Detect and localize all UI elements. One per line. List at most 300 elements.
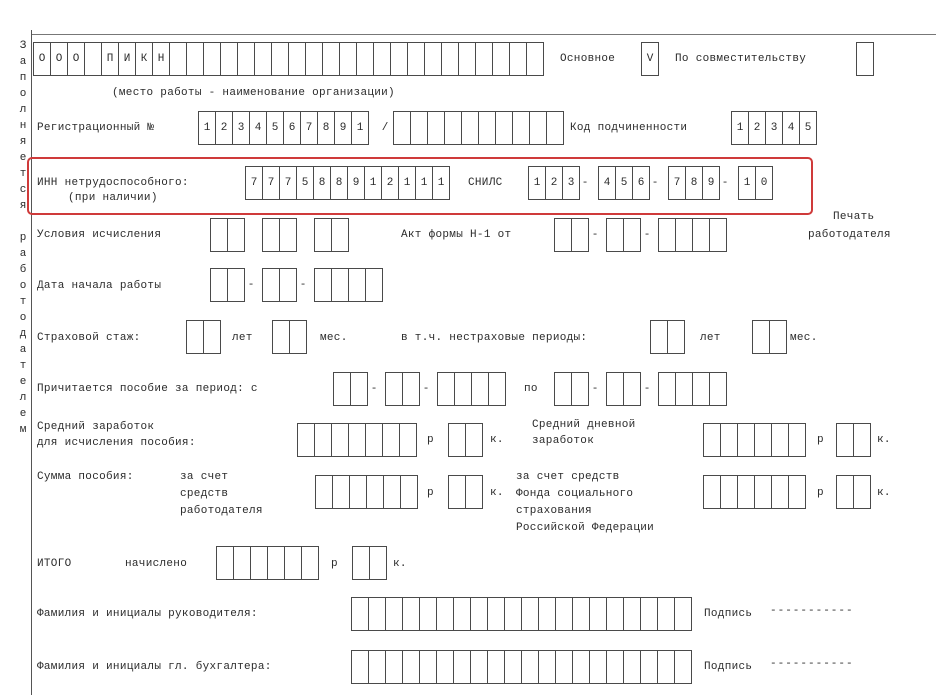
input-cell[interactable] [314,423,332,457]
avg-daily-line2: заработок [532,435,595,447]
date-dash: - [370,383,378,395]
input-cell[interactable] [640,650,658,684]
input-cell[interactable] [220,42,238,76]
input-cell[interactable]: 7 [668,166,686,200]
input-cell[interactable] [554,372,572,406]
conditions-cell-3[interactable] [314,218,348,252]
input-cell[interactable] [470,597,488,631]
input-cell[interactable] [495,111,513,145]
period-from-month[interactable] [385,372,419,406]
input-cell[interactable] [424,42,442,76]
input-cell[interactable] [606,218,624,252]
years-label-2: лет [700,332,721,344]
input-cell[interactable] [348,423,366,457]
input-cell[interactable]: 1 [738,166,756,200]
input-cell[interactable] [169,42,187,76]
main-employment-checkbox[interactable] [641,42,658,76]
noninsurance-years[interactable] [650,320,684,354]
input-cell[interactable] [348,268,366,302]
fund-benefit-kop[interactable] [836,475,870,509]
side-letter: м [19,424,27,436]
employer-line3: работодателя [180,505,263,517]
fund-benefit-rub[interactable] [703,475,805,509]
input-cell[interactable] [478,111,496,145]
side-letter: б [19,264,27,276]
input-cell[interactable] [331,268,349,302]
input-cell[interactable] [572,597,590,631]
input-cell[interactable] [419,597,437,631]
head-name-cells[interactable] [351,597,691,631]
noninsurance-months[interactable] [752,320,786,354]
input-cell[interactable] [410,111,428,145]
input-cell[interactable] [487,650,505,684]
side-letter: н [19,120,27,132]
avg-daily-line1: Средний дневной [532,419,636,431]
registration-cells[interactable] [198,111,368,145]
accountant-sign-label: Подпись [704,661,753,673]
input-cell[interactable] [509,42,527,76]
input-cell[interactable] [788,423,806,457]
input-cell[interactable] [623,597,641,631]
input-cell[interactable]: 6 [283,111,301,145]
input-cell[interactable]: Н [152,42,170,76]
input-cell[interactable] [407,42,425,76]
workplace-caption: (место работы - наименование организации) [112,87,395,99]
inn-note: (при наличии) [68,192,158,204]
input-cell[interactable] [350,372,368,406]
main-employment-label: Основное [560,53,616,65]
fund-line1: за счет средств [516,471,620,483]
input-cell[interactable] [658,218,676,252]
input-cell[interactable] [754,423,772,457]
avg-earnings-rub[interactable] [297,423,416,457]
input-cell[interactable] [589,650,607,684]
input-cell[interactable] [606,597,624,631]
input-cell[interactable] [339,42,357,76]
input-cell[interactable]: И [118,42,136,76]
date-dash: - [643,383,651,395]
input-cell[interactable] [382,423,400,457]
input-cell[interactable]: 3 [765,111,783,145]
input-cell[interactable] [368,597,386,631]
snils-dash-3: - [721,177,729,189]
input-cell[interactable] [737,475,755,509]
input-cell[interactable] [675,372,693,406]
input-cell[interactable] [488,372,506,406]
side-letter: т [19,360,27,372]
avg-daily-rub[interactable] [703,423,805,457]
input-cell[interactable] [233,546,251,580]
input-cell[interactable] [314,268,332,302]
input-cell[interactable]: 8 [685,166,703,200]
input-cell[interactable]: 1 [731,111,749,145]
input-cell[interactable] [589,597,607,631]
subordination-cells[interactable] [731,111,816,145]
insurance-years[interactable] [186,320,220,354]
input-cell[interactable] [465,423,483,457]
inn-cells[interactable] [245,166,449,200]
side-letter: я [19,200,27,212]
input-cell[interactable] [349,475,367,509]
rub-label-4: р [817,487,824,499]
input-cell[interactable] [186,42,204,76]
period-to-month[interactable] [606,372,640,406]
input-cell[interactable]: 8 [330,166,348,200]
workplace-cells[interactable] [33,42,543,76]
input-cell[interactable] [250,546,268,580]
input-cell[interactable] [288,42,306,76]
input-cell[interactable] [720,475,738,509]
input-cell[interactable]: О [67,42,85,76]
input-cell[interactable] [555,597,573,631]
input-cell[interactable] [769,320,787,354]
input-cell[interactable] [703,423,721,457]
input-cell[interactable]: 7 [245,166,263,200]
total-kop[interactable] [352,546,386,580]
input-cell[interactable] [368,650,386,684]
input-cell[interactable] [554,218,572,252]
input-cell[interactable] [400,475,418,509]
input-cell[interactable] [373,42,391,76]
input-cell[interactable] [836,423,854,457]
input-cell[interactable] [437,372,455,406]
start-day[interactable] [210,268,244,302]
input-cell[interactable] [436,597,454,631]
act-day[interactable] [554,218,588,252]
subordination-label: Код подчиненности [570,122,688,134]
snils-cells-3[interactable] [668,166,719,200]
input-cell[interactable] [272,320,290,354]
input-cell[interactable]: 0 [755,166,773,200]
input-cell[interactable] [448,475,466,509]
input-cell[interactable] [448,423,466,457]
input-cell[interactable] [458,42,476,76]
snils-dash-2: - [651,177,659,189]
input-cell[interactable]: 6 [632,166,650,200]
input-cell[interactable] [351,650,369,684]
input-cell[interactable] [521,597,539,631]
part-time-checkbox[interactable] [856,42,873,76]
input-cell[interactable]: 2 [545,166,563,200]
input-cell[interactable] [692,372,710,406]
input-cell[interactable] [526,42,544,76]
input-cell[interactable] [606,650,624,684]
snils-cells-4[interactable] [738,166,772,200]
date-dash: - [422,383,430,395]
input-cell[interactable] [640,597,658,631]
input-cell[interactable] [84,42,102,76]
input-cell[interactable]: 1 [364,166,382,200]
input-cell[interactable] [504,650,522,684]
input-cell[interactable] [399,423,417,457]
period-to-year[interactable] [658,372,726,406]
date-dash: - [591,383,599,395]
input-cell[interactable] [571,372,589,406]
input-cell[interactable]: 1 [415,166,433,200]
input-cell[interactable] [186,320,204,354]
period-to-day[interactable] [554,372,588,406]
accountant-sign-line[interactable]: ----------- [770,658,854,670]
input-cell[interactable] [737,423,755,457]
input-cell[interactable]: О [50,42,68,76]
act-month[interactable] [606,218,640,252]
input-cell[interactable] [623,650,641,684]
input-cell[interactable]: 5 [615,166,633,200]
kop-label-4: к. [877,487,891,499]
input-cell[interactable]: 5 [296,166,314,200]
act-dash: - [591,229,599,241]
input-cell[interactable] [487,597,505,631]
input-cell[interactable]: П [101,42,119,76]
input-cell[interactable] [441,42,459,76]
input-cell[interactable]: 4 [782,111,800,145]
total-rub[interactable] [216,546,318,580]
noninsurance-label: в т.ч. нестраховые периоды: [401,332,588,344]
side-letter: л [19,104,27,116]
period-from-day[interactable] [333,372,367,406]
input-cell[interactable] [461,111,479,145]
input-cell[interactable] [470,650,488,684]
input-cell[interactable] [504,597,522,631]
input-cell[interactable]: 8 [317,111,335,145]
avg-daily-kop[interactable] [836,423,870,457]
input-cell[interactable] [366,475,384,509]
input-cell[interactable] [674,650,692,684]
input-cell[interactable] [227,218,245,252]
input-cell[interactable]: 7 [262,166,280,200]
input-cell[interactable] [538,650,556,684]
side-letter: е [19,152,27,164]
part-time-label: По совместительству [675,53,807,65]
kop-label: к. [490,434,504,446]
input-cell[interactable] [203,320,221,354]
input-cell[interactable] [788,475,806,509]
input-cell[interactable] [332,475,350,509]
input-cell[interactable]: 1 [398,166,416,200]
input-cell[interactable] [703,475,721,509]
input-cell[interactable] [356,42,374,76]
input-cell[interactable] [546,111,564,145]
input-cell[interactable] [752,320,770,354]
input-cell[interactable] [322,42,340,76]
input-cell[interactable] [314,218,332,252]
input-cell[interactable]: К [135,42,153,76]
accountant-label: Фамилия и инициалы гл. бухгалтера: [37,661,272,673]
input-cell[interactable] [709,372,727,406]
registration-suffix-cells[interactable] [393,111,563,145]
inn-label: ИНН нетрудоспособного: [37,177,189,189]
input-cell[interactable] [444,111,462,145]
conditions-cell-1[interactable] [210,218,244,252]
input-cell[interactable] [465,475,483,509]
input-cell[interactable] [267,546,285,580]
input-cell[interactable] [227,268,245,302]
input-cell[interactable] [453,597,471,631]
side-letter: п [19,72,27,84]
input-cell[interactable] [331,218,349,252]
input-cell[interactable]: О [33,42,51,76]
start-month[interactable] [262,268,296,302]
input-cell[interactable] [657,650,675,684]
input-cell[interactable] [650,320,668,354]
side-letter: р [19,232,27,244]
input-cell[interactable] [512,111,530,145]
input-cell[interactable]: 2 [381,166,399,200]
input-cell[interactable] [352,546,370,580]
input-cell[interactable] [351,597,369,631]
input-cell[interactable] [853,475,871,509]
input-cell[interactable] [436,650,454,684]
period-from-year[interactable] [437,372,505,406]
input-cell[interactable] [771,475,789,509]
input-cell[interactable] [216,546,234,580]
input-cell[interactable] [385,650,403,684]
input-cell[interactable] [385,372,403,406]
input-cell[interactable] [771,423,789,457]
employer-benefit-kop[interactable] [448,475,482,509]
side-letter: а [19,56,27,68]
input-cell[interactable] [606,372,624,406]
conditions-label: Условия исчисления [37,229,162,241]
snils-cells-2[interactable] [598,166,649,200]
input-cell[interactable]: 1 [351,111,369,145]
act-dash: - [643,229,651,241]
accountant-name-cells[interactable] [351,650,691,684]
input-cell[interactable] [393,111,411,145]
input-cell[interactable] [521,650,539,684]
input-cell[interactable] [402,372,420,406]
input-cell[interactable]: 2 [748,111,766,145]
snils-cells-1[interactable] [528,166,579,200]
input-cell[interactable] [836,475,854,509]
input-cell[interactable] [667,320,685,354]
input-cell[interactable]: 5 [266,111,284,145]
head-sign-line[interactable]: ----------- [770,605,854,617]
insurance-months[interactable] [272,320,306,354]
input-cell[interactable] [692,218,710,252]
input-cell[interactable]: 9 [702,166,720,200]
registration-label: Регистрационный № [37,122,155,134]
input-cell[interactable] [623,372,641,406]
input-cell[interactable]: 9 [347,166,365,200]
fund-line2: Фонда социального [516,488,634,500]
input-cell[interactable]: 7 [279,166,297,200]
input-cell[interactable]: 2 [215,111,233,145]
input-cell[interactable] [427,111,445,145]
input-cell[interactable]: 8 [313,166,331,200]
total-label: ИТОГО [37,558,72,570]
input-cell[interactable] [203,42,221,76]
input-cell[interactable] [279,218,297,252]
accrued-label: начислено [125,558,188,570]
avg-earnings-kop[interactable] [448,423,482,457]
side-letter: З [19,40,27,52]
input-cell[interactable] [571,218,589,252]
input-cell[interactable] [365,423,383,457]
input-cell[interactable]: 5 [799,111,817,145]
input-cell[interactable]: 3 [232,111,250,145]
start-year[interactable] [314,268,382,302]
input-cell[interactable] [210,218,228,252]
side-letter: а [19,248,27,260]
input-cell[interactable] [492,42,510,76]
input-cell[interactable]: 1 [198,111,216,145]
kop-label-3: к. [490,487,504,499]
input-cell[interactable] [383,475,401,509]
input-cell[interactable] [419,650,437,684]
input-cell[interactable] [674,597,692,631]
employer-benefit-rub[interactable] [315,475,417,509]
input-cell[interactable] [657,597,675,631]
input-cell[interactable]: 4 [598,166,616,200]
input-cell[interactable] [538,597,556,631]
input-cell[interactable] [279,268,297,302]
input-cell[interactable] [385,597,403,631]
input-cell[interactable] [675,218,693,252]
date-dash: - [299,279,307,291]
input-cell[interactable] [284,546,302,580]
input-cell[interactable] [720,423,738,457]
input-cell[interactable] [301,546,319,580]
side-letter: е [19,408,27,420]
input-cell[interactable] [254,42,272,76]
input-cell[interactable] [475,42,493,76]
input-cell[interactable] [853,423,871,457]
input-cell[interactable] [658,372,676,406]
input-cell[interactable]: 9 [334,111,352,145]
input-cell[interactable] [529,111,547,145]
side-letter: о [19,312,27,324]
input-cell[interactable] [623,218,641,252]
input-cell[interactable] [237,42,255,76]
conditions-cell-2[interactable] [262,218,296,252]
input-cell[interactable] [369,546,387,580]
kop-label-2: к. [877,434,891,446]
input-cell[interactable] [453,650,471,684]
input-cell[interactable] [305,42,323,76]
input-cell[interactable] [454,372,472,406]
input-cell[interactable] [390,42,408,76]
snils-dash-1: - [581,177,589,189]
input-cell[interactable] [402,650,420,684]
input-cell[interactable]: 1 [528,166,546,200]
input-cell[interactable] [210,268,228,302]
input-cell[interactable] [262,218,280,252]
input-cell[interactable] [471,372,489,406]
input-cell[interactable]: 3 [562,166,580,200]
main-mark: V [641,42,659,76]
input-cell[interactable] [315,475,333,509]
input-cell[interactable]: 7 [300,111,318,145]
input-cell[interactable] [262,268,280,302]
input-cell[interactable]: 1 [432,166,450,200]
input-cell[interactable] [289,320,307,354]
input-cell[interactable] [572,650,590,684]
stamp-line1: Печать [833,211,875,223]
side-letter: о [19,88,27,100]
input-cell[interactable] [271,42,289,76]
input-cell[interactable] [402,597,420,631]
act-year[interactable] [658,218,726,252]
input-cell[interactable]: 4 [249,111,267,145]
input-cell[interactable] [365,268,383,302]
input-cell[interactable] [333,372,351,406]
input-cell[interactable] [297,423,315,457]
input-cell[interactable] [331,423,349,457]
input-cell[interactable] [555,650,573,684]
input-cell[interactable] [709,218,727,252]
input-cell[interactable] [754,475,772,509]
